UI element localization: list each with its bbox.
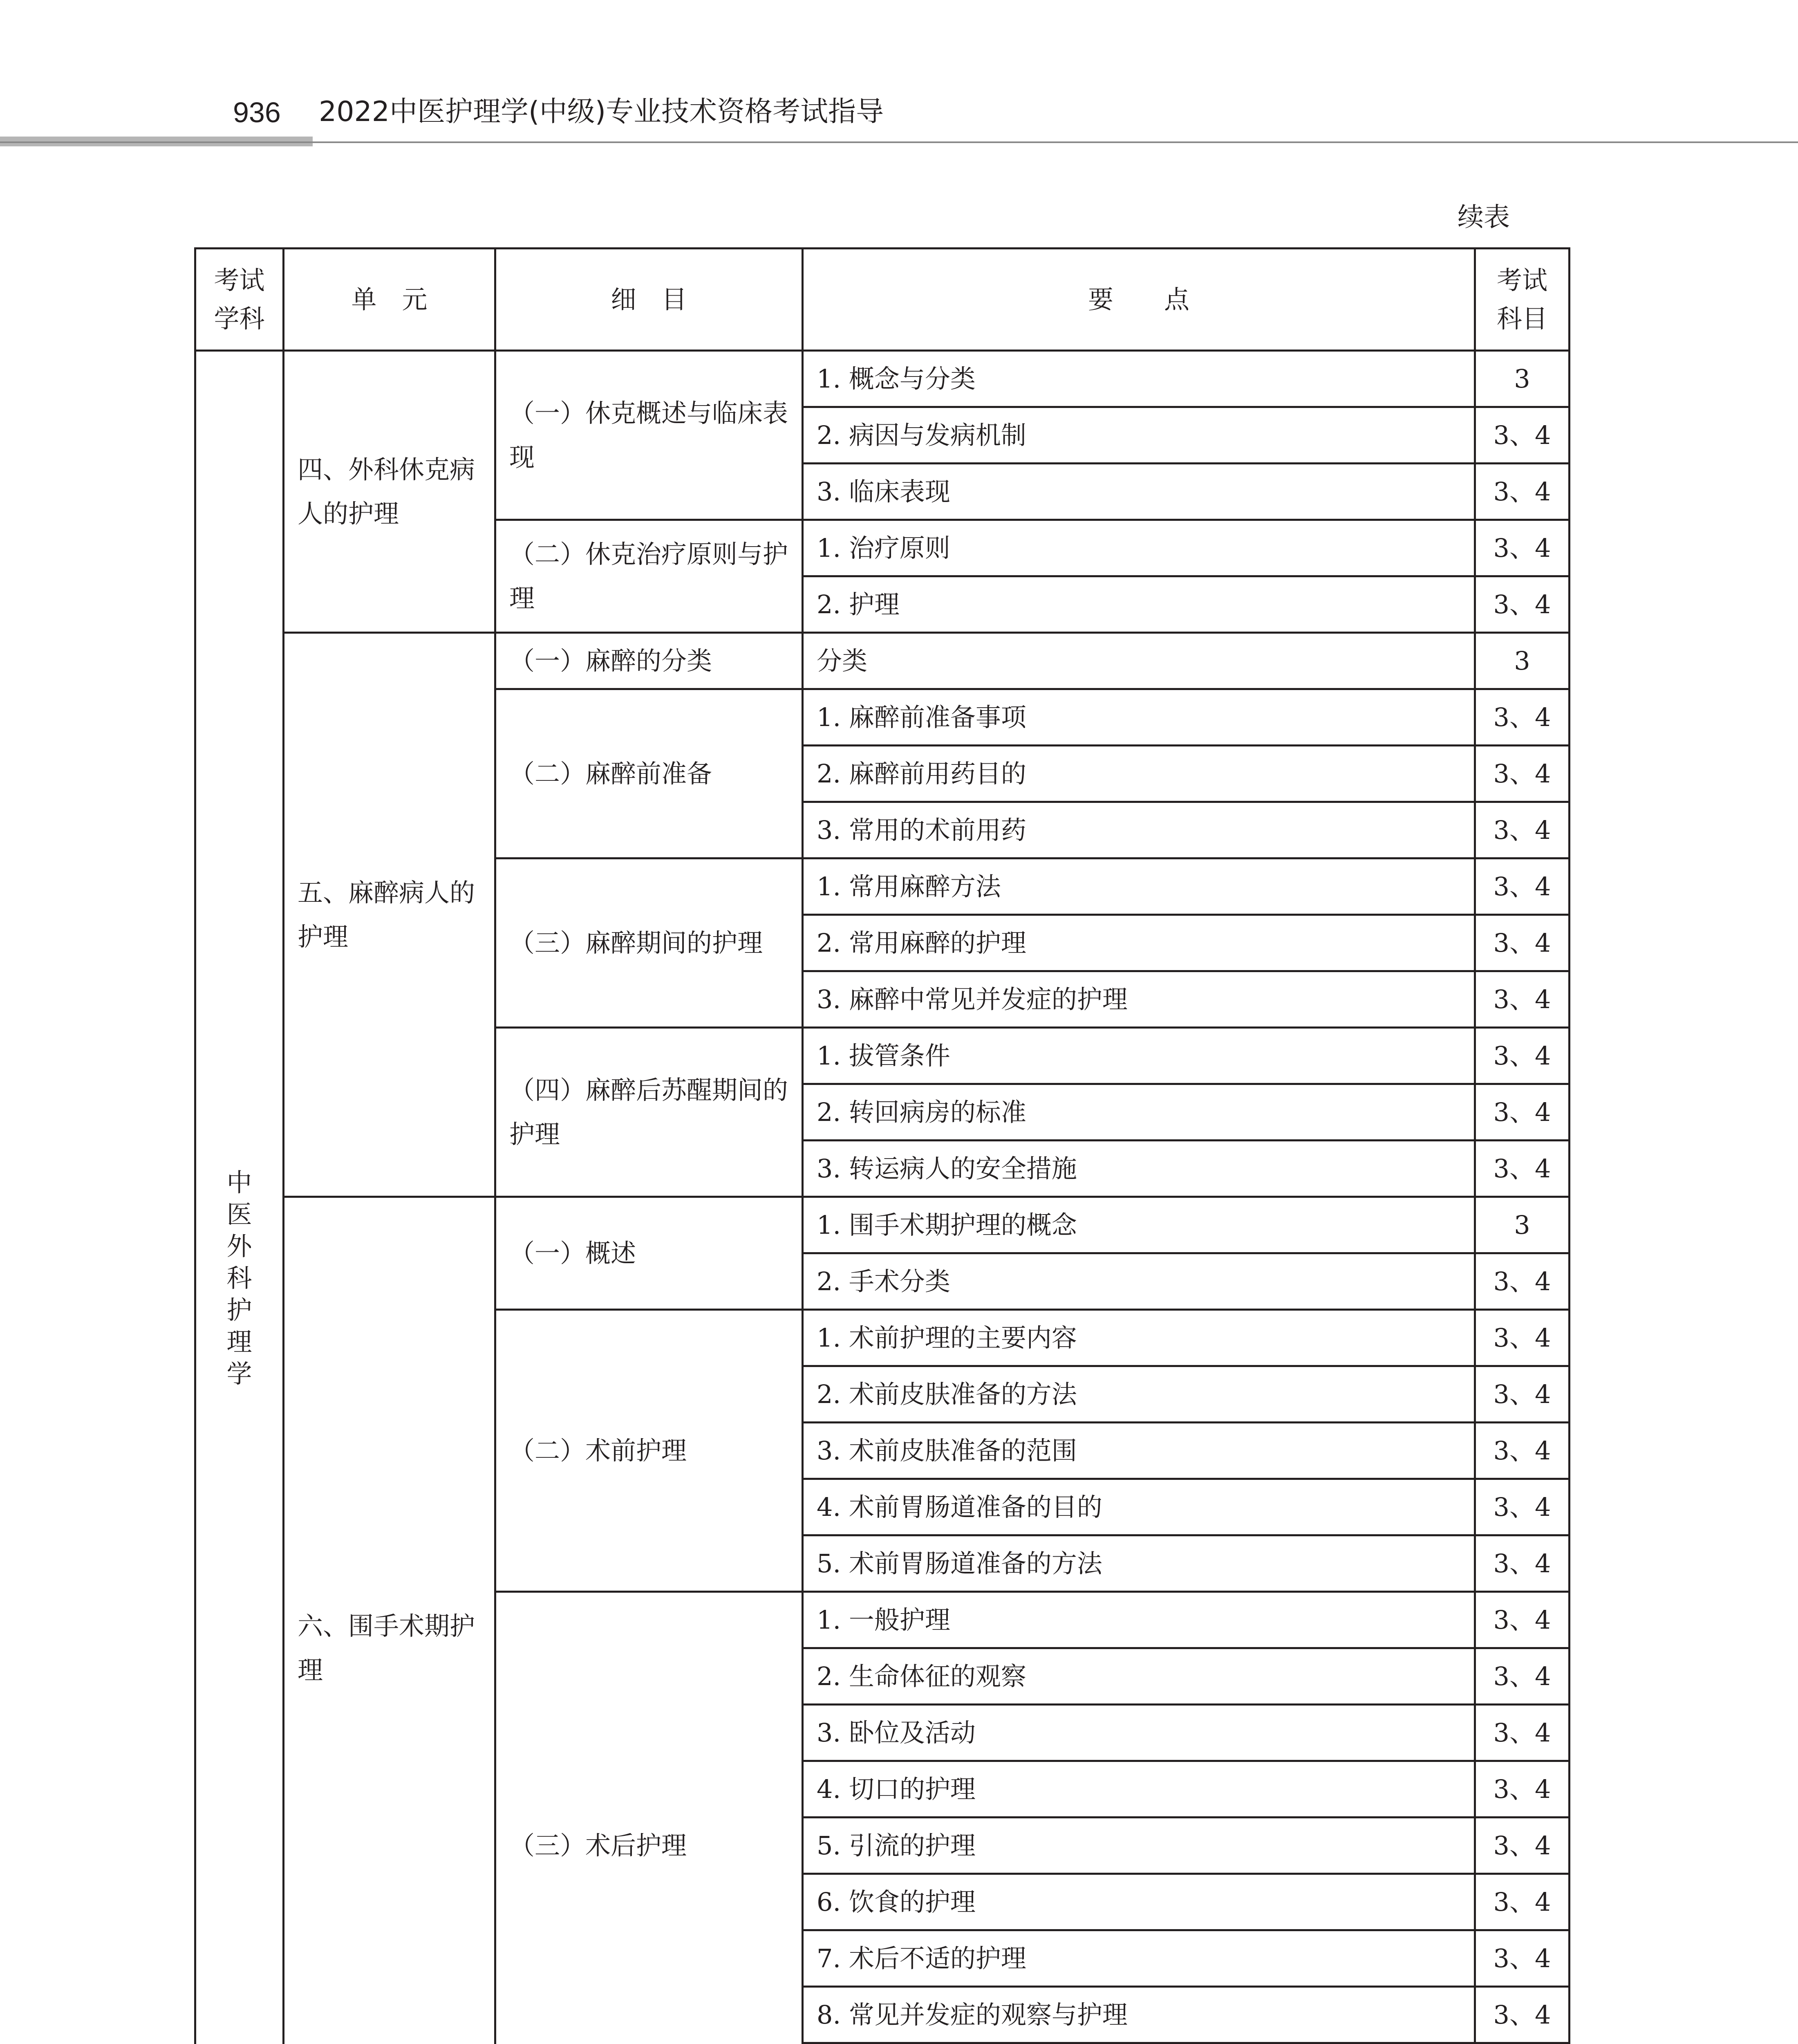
detail-cell: （四）麻醉后苏醒期间的护理 — [495, 1028, 803, 1197]
exam-level-cell: 3、4 — [1475, 1253, 1570, 1310]
subject-cell — [195, 351, 284, 2044]
detail-cell: （一）麻醉的分类 — [495, 633, 803, 689]
point-cell: 1. 术前护理的主要内容 — [803, 1310, 1475, 1366]
exam-level-cell: 3、4 — [1475, 464, 1570, 520]
point-cell: 1. 概念与分类 — [803, 351, 1475, 407]
point-cell: 2. 术前皮肤准备的方法 — [803, 1366, 1475, 1423]
point-cell: 2. 麻醉前用药目的 — [803, 746, 1475, 802]
exam-level-cell: 3、4 — [1475, 971, 1570, 1028]
exam-level-cell: 3、4 — [1475, 1987, 1570, 2043]
point-cell: 1. 常用麻醉方法 — [803, 858, 1475, 915]
header-detail: 细 目 — [495, 249, 803, 351]
subject-name: 中医外科护理学 — [226, 1168, 252, 1389]
point-cell: 5. 引流的护理 — [803, 1818, 1475, 1874]
exam-level-cell: 3、4 — [1475, 1141, 1570, 1197]
exam-level-cell: 3、4 — [1475, 407, 1570, 464]
point-cell: 3. 卧位及活动 — [803, 1705, 1475, 1761]
exam-level-cell: 3、4 — [1475, 1930, 1570, 1987]
header-points: 要 点 — [803, 249, 1475, 351]
exam-level-cell: 3、4 — [1475, 858, 1570, 915]
table-row — [195, 1197, 1570, 1253]
detail-cell: （三）术后护理 — [495, 1592, 803, 2044]
exam-level-cell: 3、4 — [1475, 746, 1570, 802]
point-cell: 4. 术前胃肠道准备的目的 — [803, 1479, 1475, 1535]
exam-level-cell: 3、4 — [1475, 1028, 1570, 1084]
continuation-label: 续表 — [1458, 202, 1510, 233]
point-cell: 1. 拔管条件 — [803, 1028, 1475, 1084]
point-cell: 7. 术后不适的护理 — [803, 1930, 1475, 1987]
exam-level-cell: 3、4 — [1475, 802, 1570, 858]
exam-level-cell: 3 — [1475, 633, 1570, 689]
point-cell: 3. 临床表现 — [803, 464, 1475, 520]
book-title: 2022中医护理学(中级)专业技术资格考试指导 — [319, 96, 884, 128]
detail-cell: （三）麻醉期间的护理 — [495, 858, 803, 1028]
unit-cell: 六、围手术期护理 — [284, 1197, 495, 2044]
point-cell: 2. 护理 — [803, 576, 1475, 633]
point-cell: 分类 — [803, 633, 1475, 689]
detail-cell: （二）休克治疗原则与护理 — [495, 520, 803, 633]
point-cell: 3. 术前皮肤准备的范围 — [803, 1423, 1475, 1479]
point-cell: 2. 病因与发病机制 — [803, 407, 1475, 464]
exam-level-cell: 3、4 — [1475, 520, 1570, 576]
detail-cell: （二）麻醉前准备 — [495, 689, 803, 858]
point-cell: 2. 转回病房的标准 — [803, 1084, 1475, 1141]
point-cell: 2. 常用麻醉的护理 — [803, 915, 1475, 971]
exam-level-cell: 3 — [1475, 1197, 1570, 1253]
table-header-row — [195, 249, 1570, 351]
unit-cell: 四、外科休克病人的护理 — [284, 351, 495, 633]
exam-level-cell: 3、4 — [1475, 1761, 1570, 1818]
detail-cell: （一）休克概述与临床表现 — [495, 351, 803, 520]
point-cell: 8. 常见并发症的观察与护理 — [803, 1987, 1475, 2043]
point-cell: 3. 麻醉中常见并发症的护理 — [803, 971, 1475, 1028]
exam-level-cell: 3、4 — [1475, 1535, 1570, 1592]
header-unit: 单 元 — [284, 249, 495, 351]
exam-level-cell: 3、4 — [1475, 689, 1570, 746]
point-cell: 5. 术前胃肠道准备的方法 — [803, 1535, 1475, 1592]
point-cell: 1. 一般护理 — [803, 1592, 1475, 1648]
detail-cell: （一）概述 — [495, 1197, 803, 1310]
exam-level-cell: 3、4 — [1475, 576, 1570, 633]
exam-level-cell: 3、4 — [1475, 1648, 1570, 1705]
exam-level-cell: 3、4 — [1475, 1818, 1570, 1874]
point-cell: 1. 治疗原则 — [803, 520, 1475, 576]
point-cell: 2. 生命体征的观察 — [803, 1648, 1475, 1705]
table-body — [195, 351, 1570, 2044]
point-cell: 2. 手术分类 — [803, 1253, 1475, 1310]
syllabus-table — [194, 247, 1570, 2044]
point-cell: 3. 转运病人的安全措施 — [803, 1141, 1475, 1197]
header-rule — [0, 141, 1798, 143]
unit-cell: 五、麻醉病人的护理 — [284, 633, 495, 1197]
exam-level-cell: 3、4 — [1475, 1874, 1570, 1930]
header-subject: 考试学科 — [195, 249, 284, 351]
point-cell: 4. 切口的护理 — [803, 1761, 1475, 1818]
exam-level-cell: 3、4 — [1475, 1423, 1570, 1479]
point-cell: 1. 麻醉前准备事项 — [803, 689, 1475, 746]
table-row — [195, 351, 1570, 407]
exam-level-cell: 3、4 — [1475, 915, 1570, 971]
header-exam-level: 考试科目 — [1475, 249, 1570, 351]
exam-level-cell: 3、4 — [1475, 1479, 1570, 1535]
exam-level-cell: 3、4 — [1475, 1592, 1570, 1648]
page-header — [0, 0, 1798, 151]
point-cell: 1. 围手术期护理的概念 — [803, 1197, 1475, 1253]
detail-cell: （二）术前护理 — [495, 1310, 803, 1592]
exam-level-cell: 3、4 — [1475, 1084, 1570, 1141]
exam-level-cell: 3 — [1475, 351, 1570, 407]
page-number: 936 — [233, 96, 281, 128]
table-row — [195, 633, 1570, 689]
exam-level-cell: 3、4 — [1475, 1705, 1570, 1761]
exam-level-cell: 3、4 — [1475, 1310, 1570, 1366]
point-cell: 6. 饮食的护理 — [803, 1874, 1475, 1930]
point-cell: 3. 常用的术前用药 — [803, 802, 1475, 858]
exam-level-cell: 3、4 — [1475, 1366, 1570, 1423]
